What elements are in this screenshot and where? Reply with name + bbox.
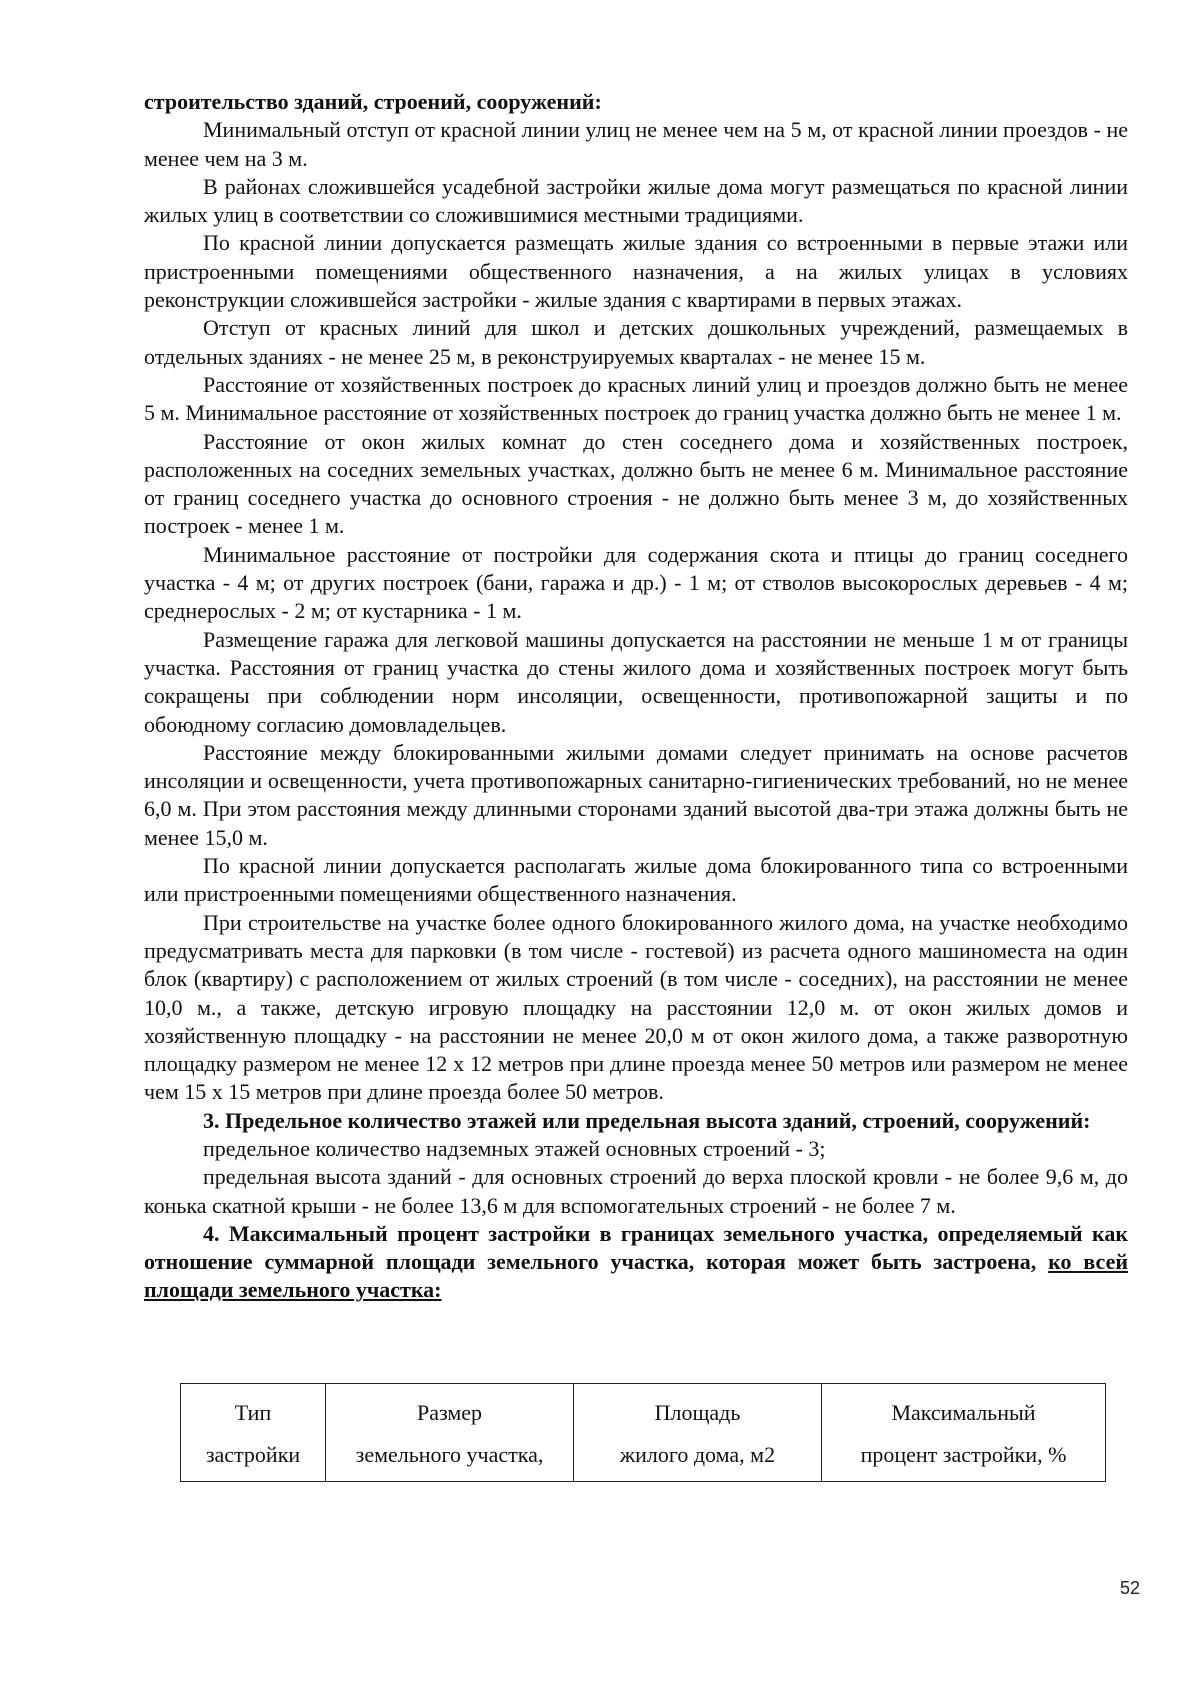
header-line: Площадь (654, 1400, 741, 1425)
table-header-cell-size (326, 1384, 574, 1482)
header-line: процент застройки, % (860, 1442, 1067, 1467)
paragraph: Расстояние от хозяйственных построек до красных линий улиц и проездов должно быть не менее 5 м. Минимальное расстояние от хозяйственных построек до границ участка должно быть не менее 1 м. (144, 371, 1128, 426)
table-header-cell-area (574, 1384, 822, 1482)
header-line: жилого дома, м2 (619, 1442, 776, 1467)
header-line: Тип (234, 1400, 272, 1425)
table-header-cell-type (181, 1384, 326, 1482)
section-heading: строительство зданий, строений, сооружений: (144, 89, 602, 114)
header-line: Размер (416, 1400, 483, 1425)
header-line: застройки (205, 1442, 301, 1467)
page-number: 52 (1119, 1578, 1140, 1598)
paragraph: При строительстве на участке более одного блокированного жилого дома, на участке необходимо предусматривать места для парковки (в том числе - гостевой) из расчета одного машиноместа на один блок (квартиру) с расположением от жилых строений (в том числе - соседних), на расстоянии не менее 10,0 м., а также, детскую игровую площадку на расстоянии 12,0 м. от окон жилых домов и хозяйственную площадку - на расстоянии не менее 20,0 м от окон жилого дома, а также разворотную площадку размером не менее 12 x 12 метров при длине проезда менее 50 метров или размером не менее чем 15 x 15 метров при длине проезда более 50 метров. (144, 909, 1128, 1105)
table-header-row (181, 1384, 1106, 1482)
section-4-title (144, 1220, 1128, 1305)
header-line: Максимальный (891, 1400, 1036, 1425)
section-3-item: предельное количество надземных этажей основных строений - 3; (203, 1135, 826, 1161)
section-4-title-main: 4. Максимальный процент застройки в границах земельного участка, определяемый как отношение суммарной площади земельного участка, которая может быть застроена, (144, 1220, 1128, 1275)
building-coverage-table (180, 1383, 1105, 1482)
paragraph: Минимальное расстояние от постройки для содержания скота и птицы до границ соседнего участка - 4 м; от других построек (бани, гаража и др.) - 1 м; от стволов высокорослых деревьев - 4 м; среднерослых - 2 м; от кустарника - 1 м. (144, 541, 1128, 624)
section-4-title-underlined: ко всей площади земельного участка: (144, 1249, 1129, 1303)
paragraph: По красной линии допускается располагать жилые дома блокированного типа со встроенными или пристроенными помещениями общественного назначения. (144, 853, 1128, 907)
table-header-cell-max-percent (822, 1384, 1106, 1482)
table (180, 1383, 1106, 1482)
paragraph: Минимальный отступ от красной линии улиц не менее чем на 5 м, от красной линии проездов - не менее чем на 3 м. (144, 117, 1128, 171)
paragraph: Отступ от красных линий для школ и детских дошкольных учреждений, размещаемых в отдельных зданиях - не менее 25 м, в реконструируемых кварталах - не менее 15 м. (144, 315, 1128, 369)
section-3-title: 3. Предельное количество этажей или предельная высота зданий, строений, сооружений: (203, 1107, 1091, 1133)
paragraph: В районах сложившейся усадебной застройки жилые дома могут размещаться по красной линии жилых улиц в соответствии со сложившимися местными традициями. (144, 173, 1128, 228)
section-3-item: предельная высота зданий - для основных строений до верха плоской кровли - не более 9,6 м, до конька скатной крыши - не более 13,6 м для вспомогательных строений - не более 7 м. (144, 1164, 1128, 1218)
paragraph: Размещение гаража для легковой машины допускается на расстоянии не меньше 1 м от границы участка. Расстояния от границ участка до стены жилого дома и хозяйственных построек могут быть сокращены при соблюдении норм инсоляции, освещенности, противопожарной защиты и по обоюдному согласию домовладельцев. (144, 626, 1128, 737)
paragraph: Расстояние от окон жилых комнат до стен соседнего дома и хозяйственных построек, расположенных на соседних земельных участках, должно быть не менее 6 м. Минимальное расстояние от границ соседнего участка до основного строения - не должно быть менее 3 м, до хозяйственных построек - менее 1 м. (144, 428, 1128, 539)
header-line: земельного участка, (355, 1442, 544, 1467)
paragraph: Расстояние между блокированными жилыми домами следует принимать на основе расчетов инсоляции и освещенности, учета противопожарных санитарно-гигиенических требований, но не менее 6,0 м. При этом расстояния между длинными сторонами зданий высотой два-три этажа должны быть не менее 15,0 м. (144, 739, 1128, 850)
paragraph: По красной линии допускается размещать жилые здания со встроенными в первые этажи или пристроенными помещениями общественного назначения, а на жилых улицах в условиях реконструкции сложившейся застройки - жилые здания с квартирами в первых этажах. (144, 230, 1128, 313)
document-body (144, 88, 1128, 1305)
